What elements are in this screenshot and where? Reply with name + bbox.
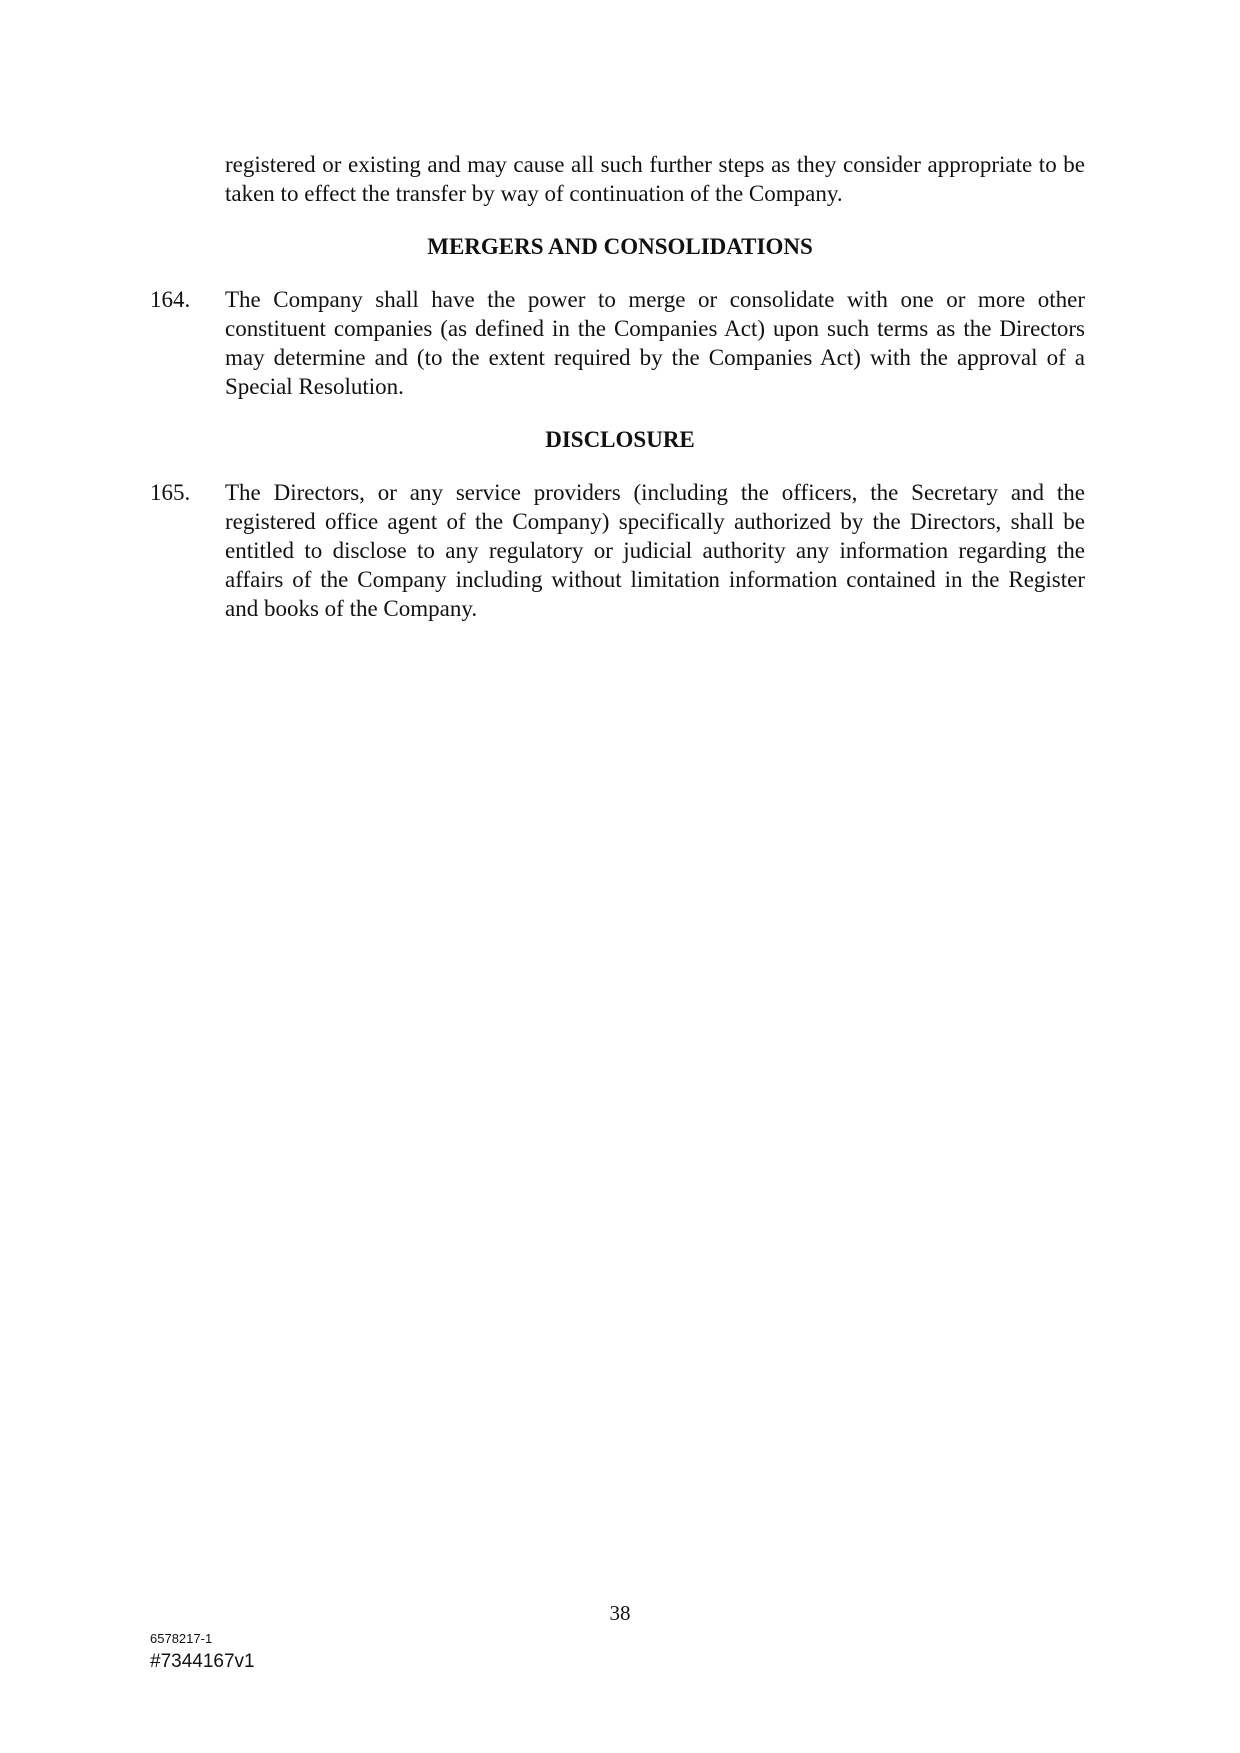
- section-heading-disclosure: DISCLOSURE: [545, 427, 695, 452]
- document-code: 6578217-1: [150, 1631, 213, 1646]
- clause-text: The Company shall have the power to merge or consolidate with one or more other constituent companies (as defined in the Companies Act) upon such terms as the Directors may determine and (to the extent required by the Companies Act) with the approval of a Special Resolution.: [225, 287, 1085, 399]
- continuation-paragraph: registered or existing and may cause all such further steps as they consider appropriate to be taken to effect the transfer by way of continuation of the Company.: [225, 152, 1085, 206]
- clause-number: 164.: [150, 287, 191, 312]
- clause-number: 165.: [150, 480, 191, 505]
- page-number: 38: [609, 1601, 631, 1625]
- clause-text: The Directors, or any service providers (including the officers, the Secretary and the registered office agent of the Company) specifically authorized by the Directors, shall be entitled to disclose to any regulatory or judicial authority any information regarding the affairs of the Company including without limitation information contained in the Register and books of the Company.: [225, 480, 1085, 621]
- document-footer: [150, 1630, 255, 1674]
- section-heading-mergers: MERGERS AND CONSOLIDATIONS: [427, 234, 813, 259]
- document-reference: #7344167v1: [150, 1651, 255, 1672]
